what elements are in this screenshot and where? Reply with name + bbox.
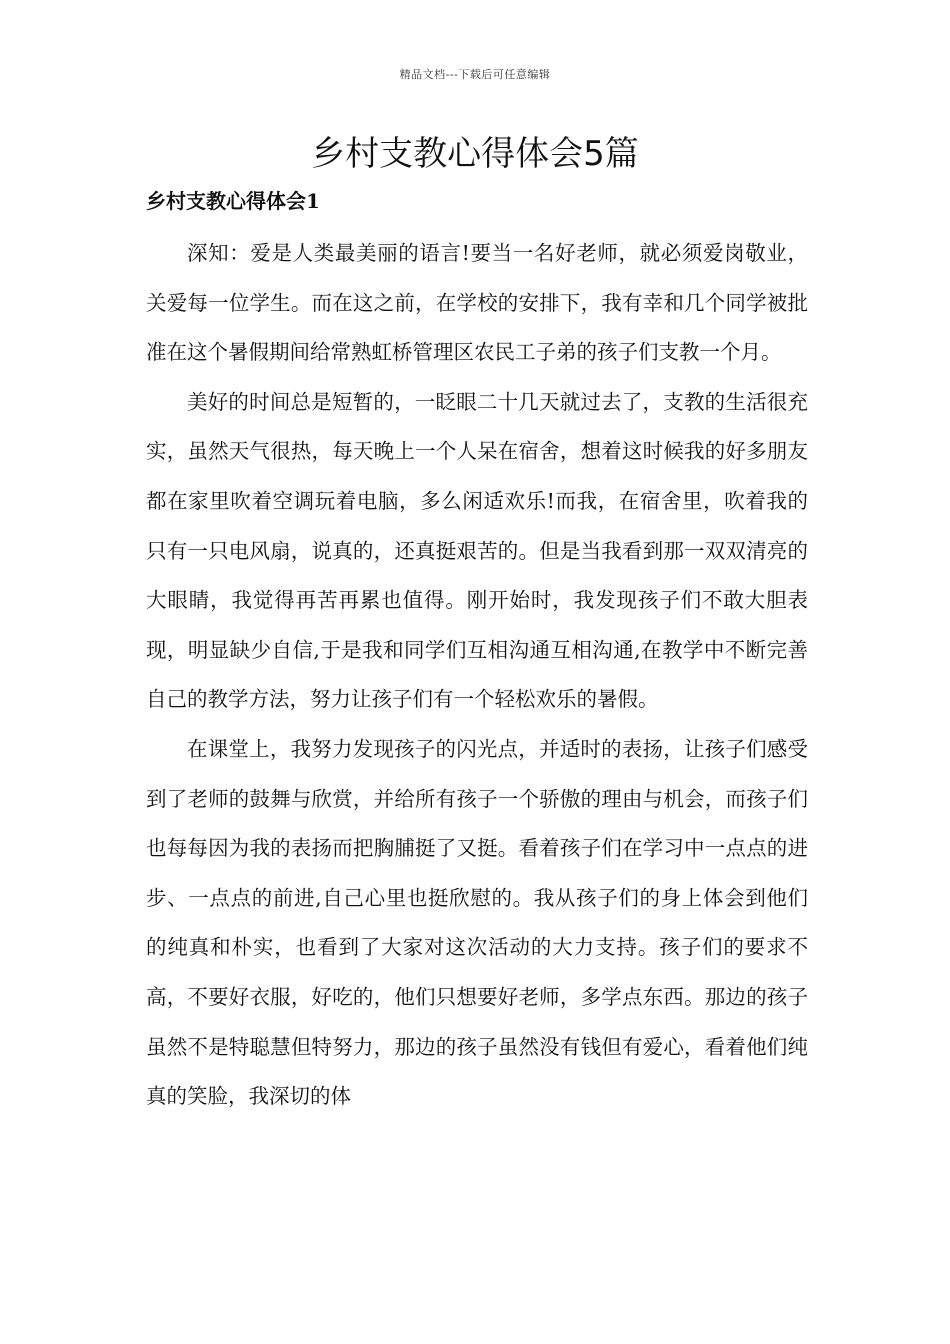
paragraph-2: 美好的时间总是短暂的，一眨眼二十几天就过去了，支教的生活很充实，虽然天气很热，每天晚上一个人呆在宿舍，想着这时候我的好多朋友都在家里吹着空调玩着电脑，多么闲适欢乐!而我，在宿舍里，吹着我的只有一只电风扇，说真的，还真挺艰苦的。但是当我看到那一双双清亮的大眼睛，我觉得再苦再累也值得。刚开始时，我发现孩子们不敢大胆表现，明显缺少自信,于是我和同学们互相沟通互相沟通,在教学中不断完善自己的教学方法，努力让孩子们有一个轻松欢乐的暑假。	[146, 389, 808, 712]
paragraph-3: 在课堂上，我努力发现孩子的闪光点，并适时的表扬，让孩子们感受到了老师的鼓舞与欣赏，并给所有孩子一个骄傲的理由与机会，而孩子们也每每因为我的表扬而把胸脯挺了又挺。看着孩子们在学习中一点点的进步、一点点的前进,自己心里也挺欣慰的。我从孩子们的身上体会到他们的纯真和朴实，也看到了大家对这次活动的大力支持。孩子们的要求不高，不要好衣服，好吃的，他们只想要好老师，多学点东西。那边的孩子虽然不是特聪慧但特努力，那边的孩子虽然没有钱但有爱心，看着他们纯真的笑脸，我深切的体	[146, 736, 808, 1109]
paragraph-1: 深知：爱是人类最美丽的语言!要当一名好老师，就必须爱岗敬业，关爱每一位学生。而在这之前，在学校的安排下，我有幸和几个同学被批准在这个暑假期间给常熟虹桥管理区农民工子弟的孩子们支教一个月。	[146, 241, 808, 365]
section-heading: 乡村支教心得体会1	[146, 189, 320, 213]
header-note: 精品文档---下载后可任意编辑	[399, 68, 551, 81]
document-body	[146, 229, 808, 1122]
document-title: 乡村支教心得体会5篇	[311, 134, 639, 174]
